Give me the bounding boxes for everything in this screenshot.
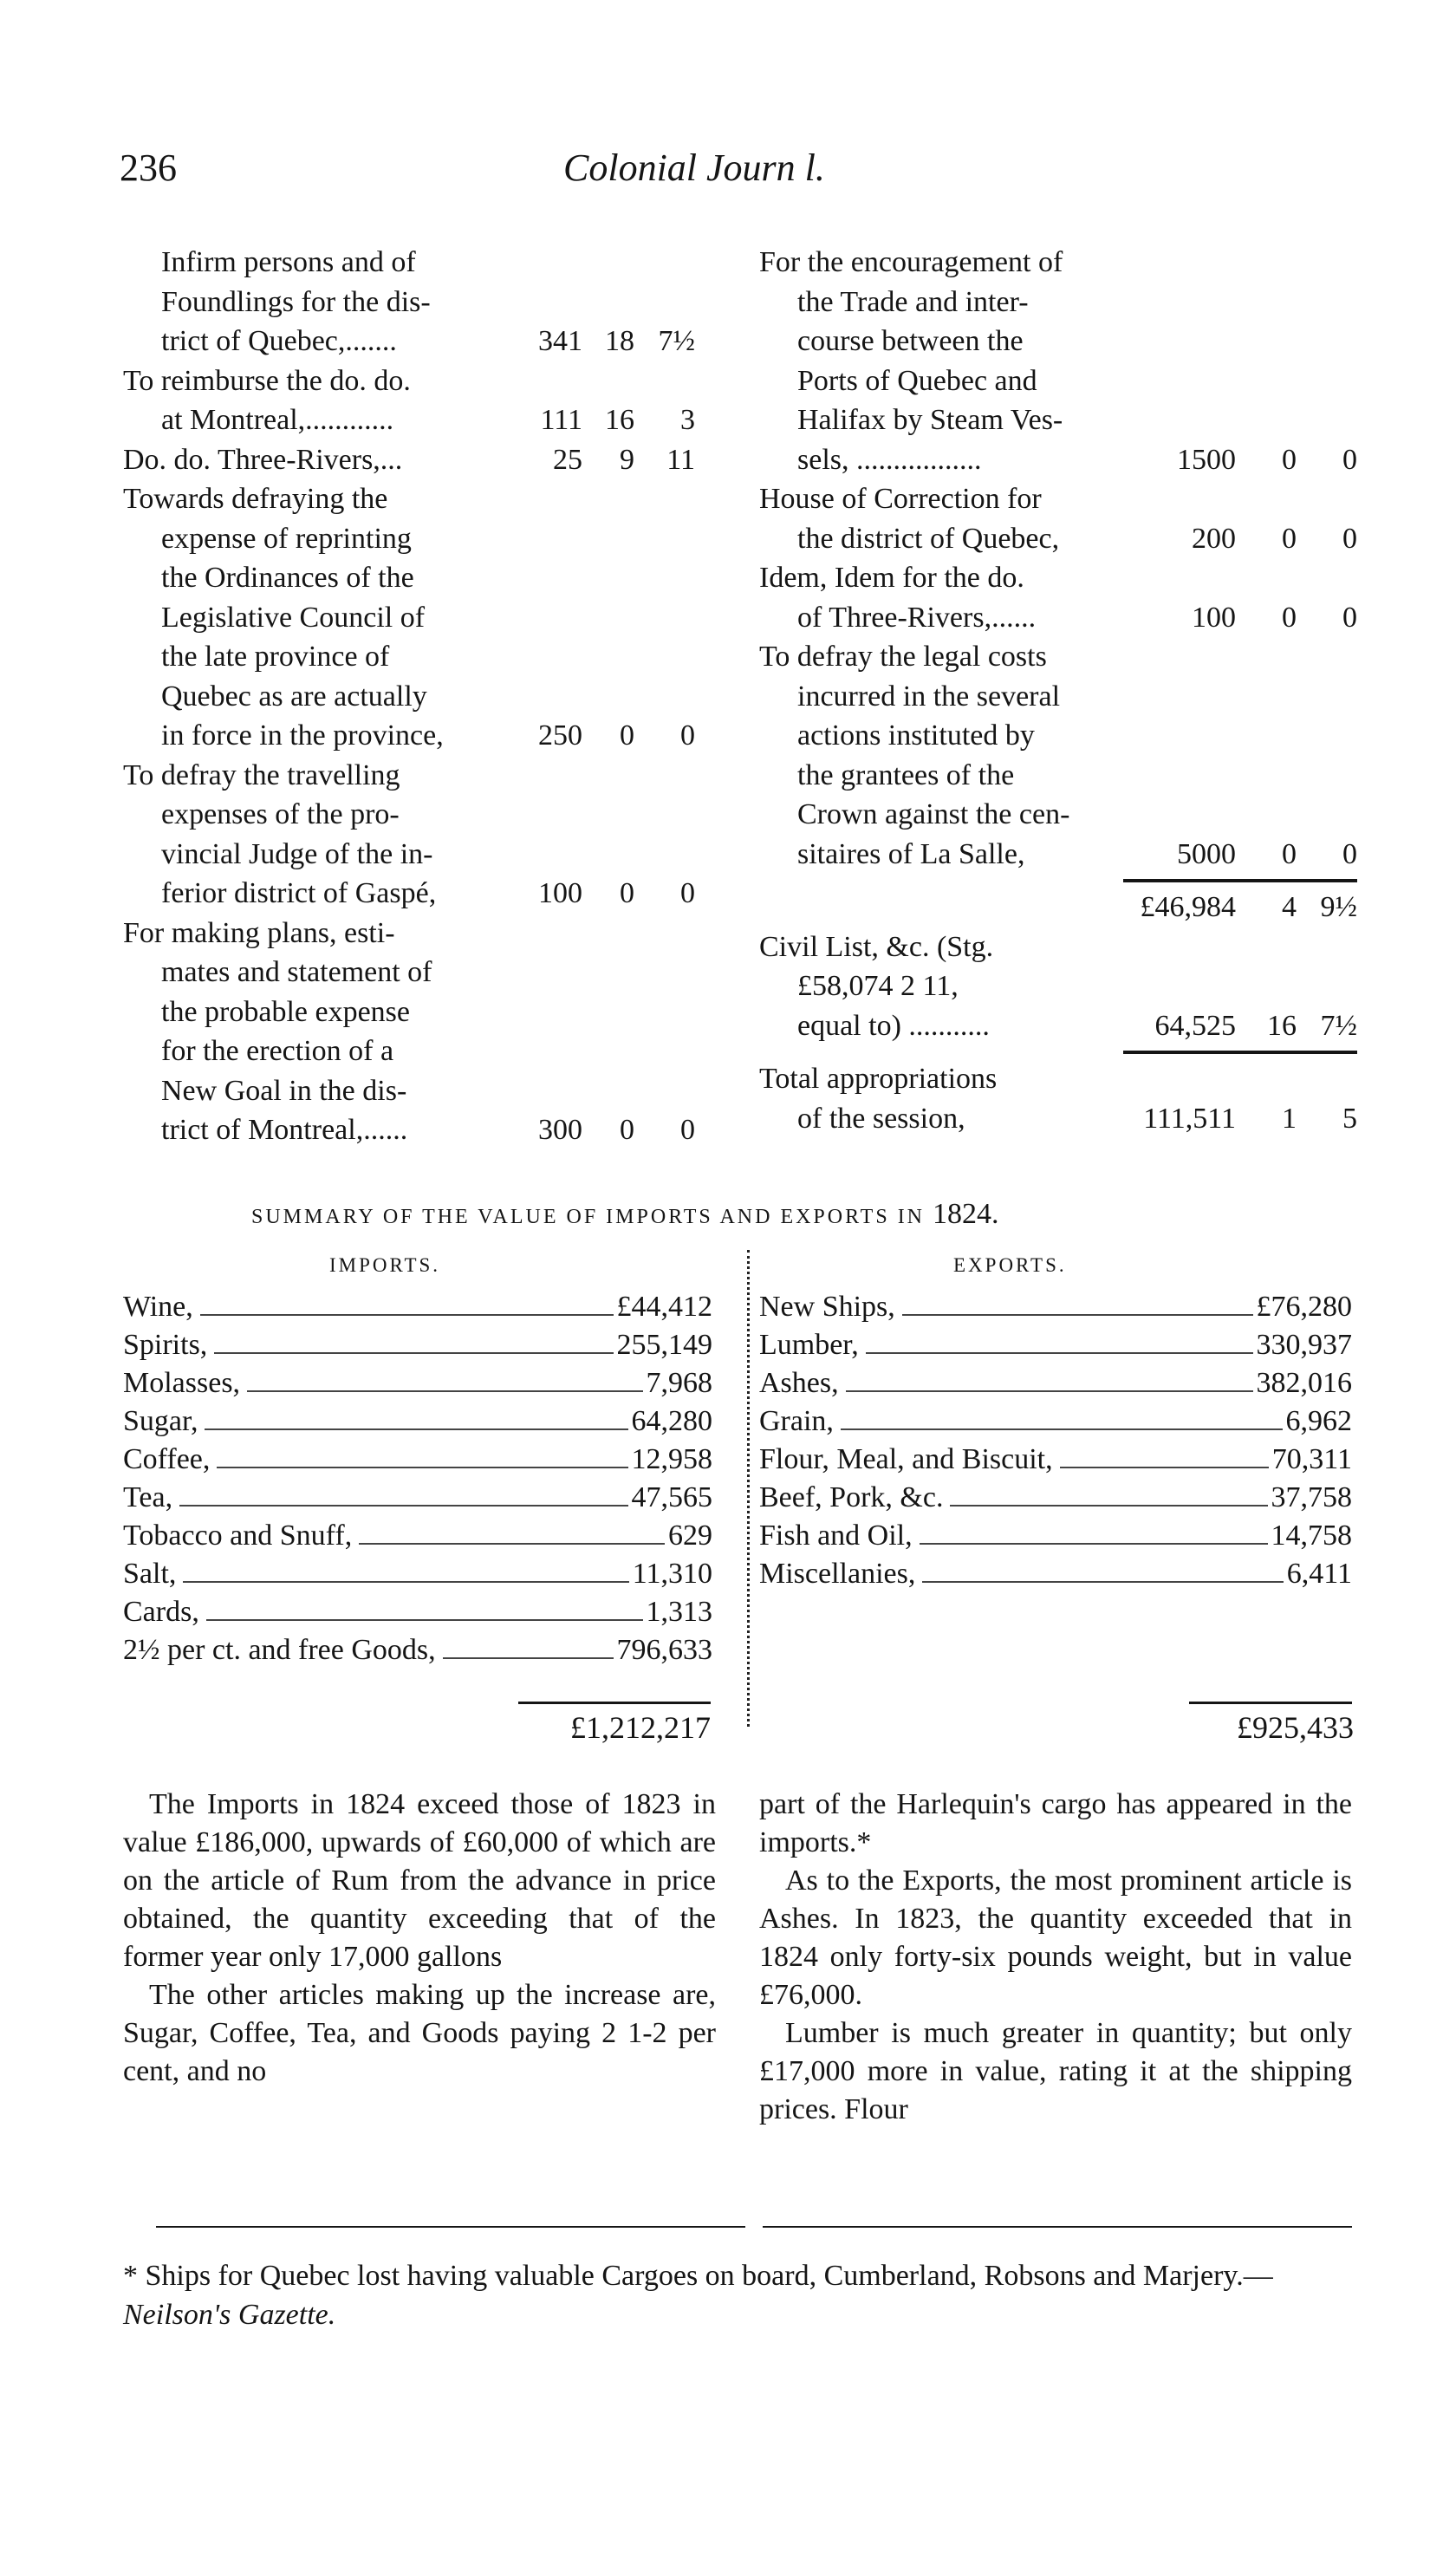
appropriation-line xyxy=(123,283,695,322)
item-value: 629 xyxy=(668,1520,712,1552)
amount-shillings: 1 xyxy=(1282,1102,1297,1135)
column-divider xyxy=(747,1250,750,1727)
paragraph: Lumber is much greater in quantity; but only £17,000 more in value, rating it at the shipping prices. Flour xyxy=(759,2017,1352,2125)
subtotal-row xyxy=(759,888,1357,927)
appropriation-line xyxy=(759,795,1357,835)
appropriation-line xyxy=(123,716,695,756)
table-row xyxy=(123,1441,712,1479)
table-row xyxy=(123,1555,712,1593)
item-label: Beef, Pork, &c. xyxy=(759,1481,944,1513)
item-value: 255,149 xyxy=(616,1329,712,1361)
item-value: 37,758 xyxy=(1271,1481,1352,1513)
leader-line xyxy=(1060,1467,1269,1468)
line-text: Halifax by Steam Ves- xyxy=(797,404,1063,436)
item-value: 64,280 xyxy=(631,1405,712,1437)
amount-pence: 3 xyxy=(680,404,695,436)
appropriation-line xyxy=(123,558,695,598)
leader-line xyxy=(214,1352,613,1354)
item-label: Tea, xyxy=(123,1481,173,1513)
line-text: £58,074 2 11, xyxy=(797,970,959,1002)
line-text: New Goal in the dis- xyxy=(161,1074,407,1107)
line-text: the Ordinances of the xyxy=(161,562,414,594)
paragraph: part of the Harlequin's cargo has appeared in the imports.* xyxy=(759,1788,1352,1858)
appropriation-line xyxy=(123,243,695,283)
line-text: Quebec as are actually xyxy=(161,680,427,713)
amount-pence: 7½ xyxy=(1320,1009,1357,1042)
appropriation-line xyxy=(759,927,1357,967)
appropriation-line xyxy=(123,1031,695,1071)
amount-shillings: 0 xyxy=(1282,837,1297,870)
line-text: Legislative Council of xyxy=(161,601,426,634)
amount-pounds: 25 xyxy=(553,443,582,476)
table-row xyxy=(759,1326,1352,1364)
line-text: of Three-Rivers,...... xyxy=(797,601,1037,634)
amount-pounds: 100 xyxy=(1192,601,1236,634)
item-label: Molasses, xyxy=(123,1367,241,1399)
table-row xyxy=(123,1402,712,1441)
subtotal-rule xyxy=(1123,879,1357,882)
exports-total: £925,433 xyxy=(1237,1710,1354,1745)
appropriation-line xyxy=(123,953,695,992)
appropriation-line xyxy=(759,558,1357,598)
line-text: Ports of Quebec and xyxy=(797,364,1037,397)
paragraph: The other articles making up the increase are, Sugar, Coffee, Tea, and Goods paying 2 1-2 per cent, and no xyxy=(123,1979,716,2087)
appropriation-line xyxy=(759,283,1357,322)
amount-shillings: 0 xyxy=(1282,601,1297,634)
appropriation-line xyxy=(123,1110,695,1150)
appropriation-line xyxy=(759,637,1357,677)
line-text: Idem, Idem for the do. xyxy=(759,562,1024,594)
table-row xyxy=(759,1555,1352,1593)
footnote-text: * Ships for Quebec lost having valuable Cargoes on board, Cumberland, Robsons and Marjery.— xyxy=(123,2260,1273,2292)
appropriation-line xyxy=(123,835,695,875)
subtotal-shillings: 4 xyxy=(1282,891,1297,923)
appropriation-line xyxy=(759,966,1357,1006)
line-text: Towards defraying the xyxy=(123,483,388,515)
appropriation-line xyxy=(123,322,695,361)
line-text: trict of Quebec,....... xyxy=(161,325,397,357)
amount-pounds: 250 xyxy=(538,719,582,752)
amount-pence: 0 xyxy=(1342,837,1357,870)
footnote xyxy=(123,2256,1371,2334)
amount-pence: 7½ xyxy=(658,325,695,357)
appropriations-left-column xyxy=(123,243,695,1150)
appropriation-line xyxy=(123,756,695,796)
table-row xyxy=(759,1288,1352,1326)
imports-total: £1,212,217 xyxy=(570,1710,711,1745)
commentary-right xyxy=(759,1786,1352,2129)
amount-pounds: 5000 xyxy=(1177,837,1236,870)
line-text: of the session, xyxy=(797,1102,965,1135)
amount-shillings: 0 xyxy=(620,877,634,909)
summary-title-text: SUMMARY OF THE VALUE OF IMPORTS AND EXPORTS IN xyxy=(251,1206,926,1228)
table-row xyxy=(759,1441,1352,1479)
amount-shillings: 9 xyxy=(620,443,634,476)
leader-line xyxy=(920,1543,1268,1545)
amount-pounds: 300 xyxy=(538,1114,582,1146)
item-label: 2½ per ct. and free Goods, xyxy=(123,1634,436,1666)
line-text: To defray the legal costs xyxy=(759,641,1047,673)
amount-pounds: 200 xyxy=(1192,522,1236,555)
item-label: Grain, xyxy=(759,1405,834,1437)
leader-line xyxy=(443,1657,614,1659)
paragraph: The Imports in 1824 exceed those of 1823 in value £186,000, upwards of £60,000 of which are on the article of Rum from the advance in price obtained, the quantity exceeding that of the former year only 17,000 gallons xyxy=(123,1788,716,1973)
item-label: Coffee, xyxy=(123,1443,211,1475)
appropriation-line xyxy=(123,637,695,677)
item-label: Cards, xyxy=(123,1596,199,1628)
leader-line xyxy=(200,1314,614,1316)
running-title: Colonial Journ l. xyxy=(563,146,825,189)
appropriation-line xyxy=(759,716,1357,756)
appropriation-line xyxy=(759,479,1357,519)
leader-line xyxy=(206,1619,643,1621)
line-text: Total appropriations xyxy=(759,1063,998,1095)
appropriation-line xyxy=(759,677,1357,717)
appropriation-line xyxy=(759,1059,1357,1099)
item-label: Salt, xyxy=(123,1558,177,1590)
table-row xyxy=(759,1402,1352,1441)
subtotal-pounds: £46,984 xyxy=(1140,891,1236,923)
line-text: vincial Judge of the in- xyxy=(161,837,433,870)
item-value: 70,311 xyxy=(1271,1443,1352,1475)
line-text: the late province of xyxy=(161,641,390,673)
item-label: Ashes, xyxy=(759,1367,839,1399)
item-value: 7,968 xyxy=(646,1367,712,1399)
amount-pounds: 111,511 xyxy=(1143,1102,1236,1135)
exports-total-rule xyxy=(1189,1702,1352,1704)
summary-title xyxy=(251,1198,1205,1231)
line-text: trict of Montreal,...... xyxy=(161,1114,408,1146)
appropriations-right-column xyxy=(759,243,1357,1138)
line-text: sels, ................. xyxy=(797,443,982,476)
appropriation-line xyxy=(759,519,1357,559)
appropriation-line xyxy=(759,361,1357,401)
table-row xyxy=(759,1479,1352,1517)
appropriation-line xyxy=(123,400,695,440)
appropriation-line xyxy=(123,795,695,835)
amount-pounds: 64,525 xyxy=(1154,1009,1236,1042)
line-text: expenses of the pro- xyxy=(161,798,400,830)
footnote-source: Neilson's Gazette. xyxy=(123,2299,336,2331)
appropriation-line xyxy=(123,874,695,914)
leader-line xyxy=(846,1390,1253,1392)
commentary-left xyxy=(123,1786,716,2091)
page-number: 236 xyxy=(120,146,177,189)
item-label: Fish and Oil, xyxy=(759,1520,913,1552)
amount-shillings: 18 xyxy=(605,325,634,357)
leader-line xyxy=(247,1390,642,1392)
line-text: incurred in the several xyxy=(797,680,1061,713)
line-text: For the encouragement of xyxy=(759,246,1063,278)
amount-pence: 0 xyxy=(1342,601,1357,634)
line-text: ferior district of Gaspé, xyxy=(161,877,437,909)
leader-line xyxy=(902,1314,1253,1316)
line-text: To defray the travelling xyxy=(123,758,400,791)
line-text: To reimburse the do. do. xyxy=(123,364,411,397)
table-row xyxy=(123,1326,712,1364)
appropriation-line xyxy=(123,992,695,1032)
item-value: 6,411 xyxy=(1286,1558,1352,1590)
appropriation-line xyxy=(123,598,695,638)
amount-shillings: 16 xyxy=(1267,1009,1297,1042)
table-row xyxy=(123,1517,712,1555)
item-label: Sugar, xyxy=(123,1405,198,1437)
line-text: actions instituted by xyxy=(797,719,1035,752)
appropriation-line xyxy=(759,835,1357,875)
appropriation-line xyxy=(759,1099,1357,1139)
exports-table xyxy=(759,1288,1352,1593)
line-text: Do. do. Three-Rivers,... xyxy=(123,443,403,476)
appropriation-line xyxy=(123,361,695,401)
appropriation-line xyxy=(759,598,1357,638)
line-text: For making plans, esti- xyxy=(123,916,395,949)
item-value: 11,310 xyxy=(632,1558,712,1590)
amount-pounds: 111 xyxy=(540,404,582,436)
appropriation-line xyxy=(759,1006,1357,1046)
item-value: 12,958 xyxy=(631,1443,712,1475)
line-text: at Montreal,............ xyxy=(161,404,394,436)
table-row xyxy=(759,1364,1352,1402)
table-row xyxy=(123,1288,712,1326)
line-text: equal to) ........... xyxy=(797,1009,990,1042)
line-text: sitaires of La Salle, xyxy=(797,837,1025,870)
amount-pence: 0 xyxy=(680,877,695,909)
table-row xyxy=(123,1479,712,1517)
amount-pence: 0 xyxy=(1342,443,1357,476)
amount-shillings: 0 xyxy=(620,1114,634,1146)
line-text: Civil List, &c. (Stg. xyxy=(759,930,994,963)
amount-shillings: 16 xyxy=(605,404,634,436)
amount-pence: 5 xyxy=(1342,1102,1357,1135)
imports-heading: IMPORTS. xyxy=(329,1254,441,1276)
paragraph: As to the Exports, the most prominent article is Ashes. In 1823, the quantity exceeded that in 1824 only forty-six pounds weight, but in value £76,000. xyxy=(759,1864,1352,2011)
appropriation-line xyxy=(123,1071,695,1111)
item-value: 6,962 xyxy=(1285,1405,1352,1437)
appropriation-line xyxy=(123,440,695,480)
line-text: the probable expense xyxy=(161,995,410,1028)
appropriation-line xyxy=(759,322,1357,361)
amount-pounds: 1500 xyxy=(1177,443,1236,476)
appropriation-line xyxy=(123,914,695,953)
item-label: Tobacco and Snuff, xyxy=(123,1520,353,1552)
amount-pence: 0 xyxy=(680,1114,695,1146)
line-text: the grantees of the xyxy=(797,758,1015,791)
appropriation-line xyxy=(123,677,695,717)
item-value: 796,633 xyxy=(616,1634,712,1666)
line-text: House of Correction for xyxy=(759,483,1042,515)
leader-line xyxy=(950,1505,1267,1507)
item-value: £76,280 xyxy=(1256,1291,1352,1323)
amount-shillings: 0 xyxy=(620,719,634,752)
item-label: Spirits, xyxy=(123,1329,208,1361)
amount-pence: 0 xyxy=(680,719,695,752)
leader-line xyxy=(217,1467,627,1468)
exports-heading: EXPORTS. xyxy=(953,1254,1067,1276)
amount-pence: 11 xyxy=(666,443,695,476)
item-value: 382,016 xyxy=(1256,1367,1352,1399)
appropriation-line xyxy=(759,243,1357,283)
amount-pounds: 341 xyxy=(538,325,582,357)
item-value: 14,758 xyxy=(1271,1520,1352,1552)
line-text: the district of Quebec, xyxy=(797,522,1060,555)
leader-line xyxy=(205,1428,627,1430)
table-row xyxy=(759,1517,1352,1555)
table-row xyxy=(123,1631,712,1669)
item-label: Lumber, xyxy=(759,1329,859,1361)
leader-line xyxy=(922,1581,1283,1583)
footnote-rule-right xyxy=(763,2226,1352,2228)
item-value: 47,565 xyxy=(631,1481,712,1513)
appropriation-line xyxy=(123,479,695,519)
amount-pounds: 100 xyxy=(538,877,582,909)
line-text: Infirm persons and of xyxy=(161,246,416,278)
leader-line xyxy=(841,1428,1283,1430)
item-label: New Ships, xyxy=(759,1291,895,1323)
leader-line xyxy=(866,1352,1253,1354)
line-text: Foundlings for the dis- xyxy=(161,285,431,318)
appropriation-line xyxy=(123,519,695,559)
amount-shillings: 0 xyxy=(1282,522,1297,555)
item-value: 1,313 xyxy=(646,1596,712,1628)
subtotal-pence: 9½ xyxy=(1320,891,1357,923)
imports-table xyxy=(123,1288,712,1669)
item-value: £44,412 xyxy=(616,1291,712,1323)
appropriation-line xyxy=(759,756,1357,796)
leader-line xyxy=(359,1543,665,1545)
line-text: expense of reprinting xyxy=(161,522,412,555)
line-text: course between the xyxy=(797,325,1024,357)
summary-year: 1824. xyxy=(933,1198,999,1230)
total-rule xyxy=(1123,1051,1357,1054)
line-text: in force in the province, xyxy=(161,719,444,752)
item-value: 330,937 xyxy=(1256,1329,1352,1361)
appropriation-line xyxy=(759,440,1357,480)
leader-line xyxy=(183,1581,628,1583)
line-text: the Trade and inter- xyxy=(797,285,1029,318)
appropriation-line xyxy=(759,400,1357,440)
leader-line xyxy=(179,1505,627,1507)
amount-pence: 0 xyxy=(1342,522,1357,555)
item-label: Wine, xyxy=(123,1291,193,1323)
line-text: mates and statement of xyxy=(161,956,432,988)
line-text: for the erection of a xyxy=(161,1035,394,1067)
item-label: Flour, Meal, and Biscuit, xyxy=(759,1443,1053,1475)
table-row xyxy=(123,1593,712,1631)
table-row xyxy=(123,1364,712,1402)
line-text: Crown against the cen- xyxy=(797,798,1070,830)
item-label: Miscellanies, xyxy=(759,1558,916,1590)
amount-shillings: 0 xyxy=(1282,443,1297,476)
imports-total-rule xyxy=(518,1702,711,1704)
footnote-rule-left xyxy=(156,2226,745,2228)
